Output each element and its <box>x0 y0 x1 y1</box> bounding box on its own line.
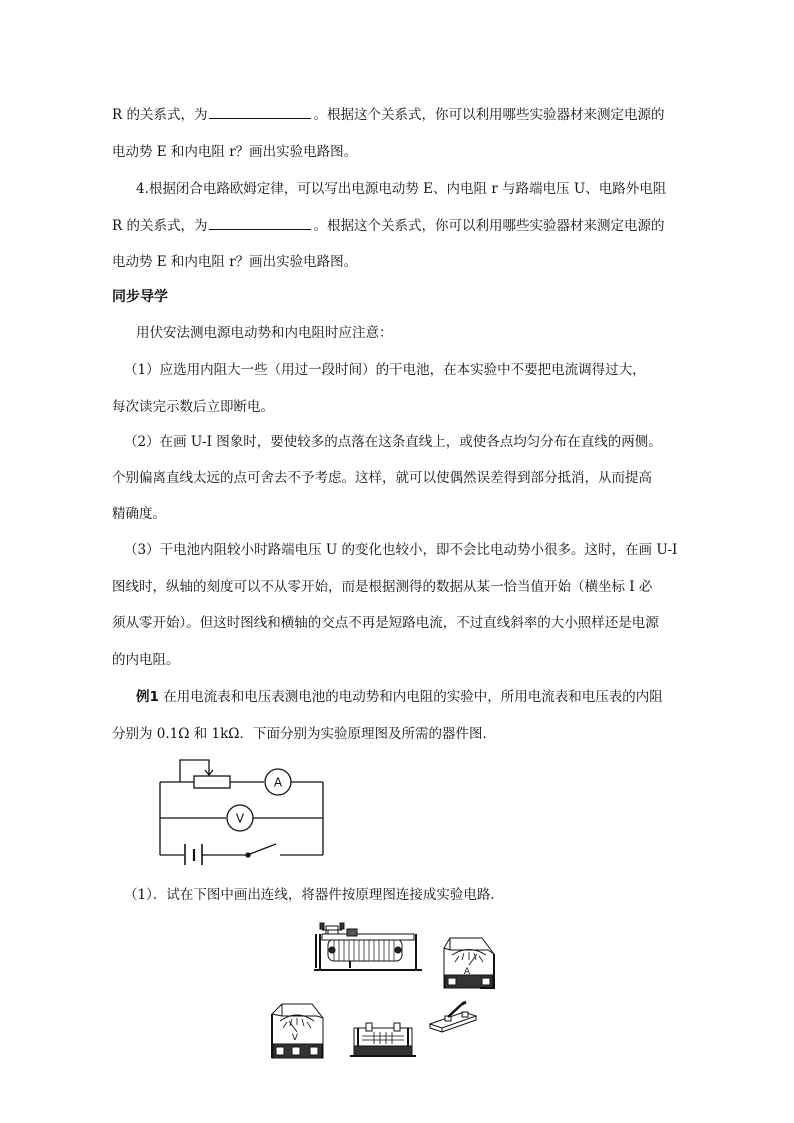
text-line-2: 电动势 E 和内电阻 r？画出实验电路图。 <box>112 144 358 160</box>
text-line-7: （1）应选用内阻大一些（用过一段时间）的干电池，在本实验中不要把电流调得过大， <box>124 362 646 378</box>
text-line-11: 精确度。 <box>112 506 166 522</box>
switch-pivot <box>246 853 250 857</box>
text-line-6: 用伏安法测电源电动势和内电阻时应注意： <box>136 325 393 341</box>
ammeter-device <box>444 938 494 988</box>
text-line-10: 个别偏离直线太远的点可舍去不予考虑。这样，就可以使偶然误差得到部分抵消，从而提高 <box>112 470 652 486</box>
knife-switch-device <box>430 1002 476 1032</box>
answer-blank-2[interactable] <box>209 217 311 230</box>
text-line-15: 的内电阻。 <box>112 652 180 668</box>
ammeter-label: A <box>273 775 283 790</box>
rheostat-device <box>314 923 422 970</box>
text-line-14: 须从零开始）。但这时图线和横轴的交点不再是短路电流，不过直线斜率的大小照样还是电源 <box>112 615 659 631</box>
text-line-13: 图线时，纵轴的刻度可以不从零开始，而是根据测得的数据从某一恰当值开始（横坐标 I 必 <box>112 579 653 595</box>
text-line-12: （3）干电池内阻较小时路端电压 U 的变化也较小，即不会比电动势小很多。这时，在画 U-I <box>124 542 678 558</box>
voltmeter-label: V <box>235 811 245 826</box>
apparatus-figure <box>262 920 502 1065</box>
text-line-16: 例1 在用电流表和电压表测电池的电动势和内电阻的实验中，所用电流表和电压表的内阻 <box>136 689 663 705</box>
circuit-diagram <box>150 755 335 865</box>
text-line-5: 电动势 E 和内电阻 r？画出实验电路图。 <box>112 254 358 270</box>
text-line-4: R 的关系式，为 。根据这个关系式，你可以利用哪些实验器材来测定电源的 <box>112 218 665 234</box>
switch-blade <box>250 844 276 854</box>
voltmeter-device <box>272 1004 323 1058</box>
text-line-8: 每次读完示数后立即断电。 <box>112 399 274 415</box>
rheostat-symbol <box>194 776 230 788</box>
voltmeter-device-label: V <box>291 1033 299 1043</box>
answer-blank-1[interactable] <box>209 106 311 119</box>
text-line-18: （1）．试在下图中画出连线，将器件按原理图连接成实验电路． <box>124 887 504 903</box>
example-label: 例1 <box>136 689 159 705</box>
battery-box-device <box>350 1023 416 1056</box>
text-line-9: （2）在画 U-I 图象时，要使较多的点落在这条直线上，或使各点均匀分布在直线的两侧。 <box>124 434 662 450</box>
text-line-1: R 的关系式，为 。根据这个关系式，你可以利用哪些实验器材来测定电源的 <box>112 107 665 123</box>
text-line-3: 4.根据闭合电路欧姆定律，可以写出电源电动势 E、内电阻 r 与路端电压 U、电路外电阻 <box>136 181 667 197</box>
text-line-17: 分别为 0.1Ω 和 1kΩ．下面分别为实验原理图及所需的器件图． <box>112 726 496 742</box>
ammeter-device-label: A <box>463 967 471 977</box>
section-heading: 同步导学 <box>112 289 168 305</box>
